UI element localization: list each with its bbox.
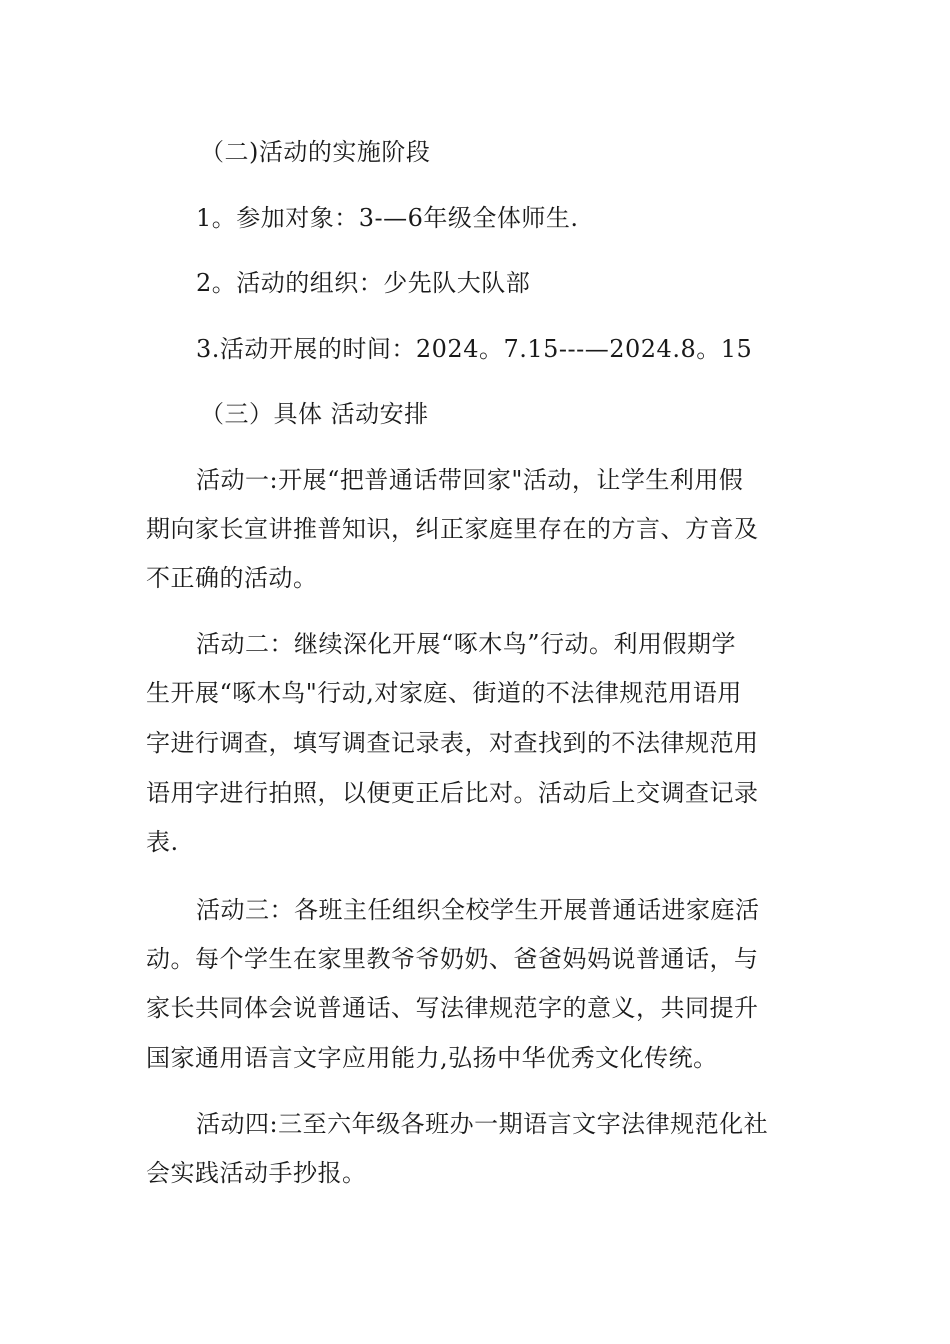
item-time: 3.活动开展的时间：2024。7.15---—2024.8。15 [196,335,753,363]
section-heading-arrangement: （三）具体 活动安排 [200,400,429,428]
paragraph-line: 生开展“啄木鸟"行动,对家庭、街道的不法律规范用语用 [146,679,742,707]
paragraph-line: 活动一:开展“把普通话带回家"活动，让学生利用假 [196,466,744,494]
paragraph-line: 不正确的活动。 [146,564,318,592]
item-participants: 1。参加对象：3-—6年级全体师生. [196,204,579,232]
paragraph-line: 活动二：继续深化开展“啄木鸟”行动。利用假期学 [196,630,737,658]
paragraph-line: 语用字进行拍照，以便更正后比对。活动后上交调查记录 [146,779,759,807]
paragraph-line: 家长共同体会说普通话、写法律规范字的意义，共同提升 [146,994,759,1022]
paragraph-line: 期向家长宣讲推普知识，纠正家庭里存在的方言、方音及 [146,515,759,543]
paragraph-line: 活动四:三至六年级各班办一期语言文字法律规范化社 [196,1110,769,1138]
section-heading-implementation: （二)活动的实施阶段 [200,138,431,166]
paragraph-line: 会实践活动手抄报。 [146,1159,367,1187]
paragraph-line: 表. [146,828,179,856]
paragraph-line: 字进行调查，填写调查记录表，对查找到的不法律规范用 [146,729,759,757]
paragraph-line: 动。每个学生在家里教爷爷奶奶、爸爸妈妈说普通话，与 [146,945,759,973]
item-organizer: 2。活动的组织：少先队大队部 [196,269,531,297]
paragraph-line: 国家通用语言文字应用能力,弘扬中华优秀文化传统。 [146,1044,718,1072]
paragraph-line: 活动三：各班主任组织全校学生开展普通话进家庭活 [196,896,760,924]
